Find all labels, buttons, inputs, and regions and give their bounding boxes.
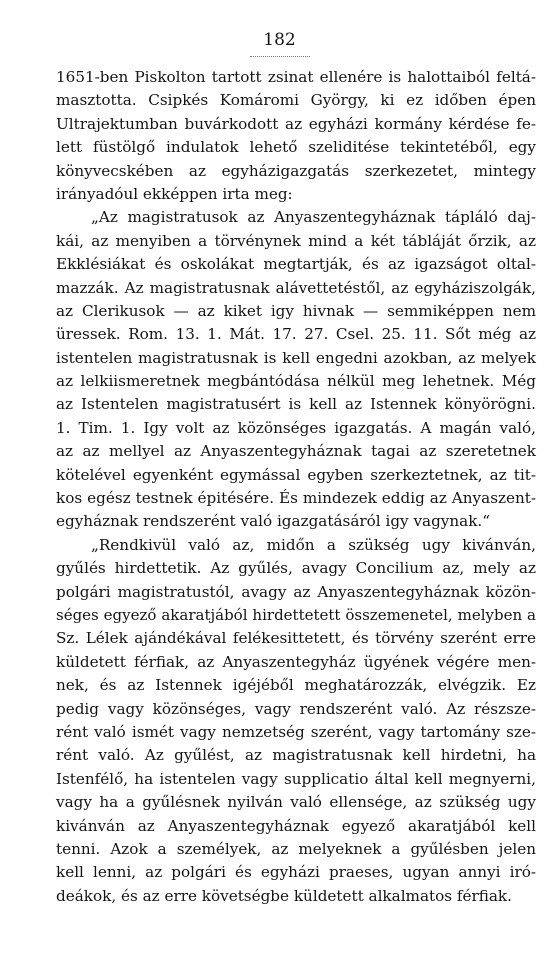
text-line: irányadóul ekképpen irta meg: <box>56 184 293 203</box>
text-line: pedig vagy közönséges, vagy rendszerént való. Az részsze- <box>56 699 536 718</box>
text-line: polgári magistratustól, avagy az Anyaszentegyháznak közön- <box>56 582 536 601</box>
text-line: mazzák. Az magistratusnak alávettetéstől, az egyháziszolgák, <box>56 278 536 297</box>
text-line: egyháznak rendszerént való igazgatásáról igy vagynak.“ <box>56 512 491 531</box>
text-line: séges egyező akaratjából hirdettetett összemenetel, melyben a <box>56 605 536 624</box>
paragraph <box>56 66 536 206</box>
page-number: 182 <box>0 30 559 57</box>
text-line: rént való ismét vagy nemzetség szerént, vagy tartomány sze- <box>56 722 536 741</box>
text-line: „Az magistratusok az Anyaszentegyháznak tápláló daj- <box>91 208 536 227</box>
text-line: Sz. Lélek ajándékával felékesittetett, és törvény szerént erre <box>56 629 536 648</box>
text-line: 1. Tim. 1. Igy volt az közönséges igazgatás. A magán való, <box>56 418 536 437</box>
text-line: masztotta. Csipkés Komáromi György, ki ez időben épen <box>56 91 536 110</box>
text-line: könyvecskében az egyházigazgatás szerkezetet, mintegy <box>56 161 536 180</box>
text-line: üressek. Rom. 13. 1. Mát. 17. 27. Csel. 25. 11. Sőt még az <box>56 325 536 344</box>
text-line: nek, és az Istennek igéjéből meghatározzák, elvégzik. Ez <box>56 676 536 695</box>
text-line: az lelkiismeretnek megbántódása nélkül meg lehetnek. Még <box>56 372 536 391</box>
text-line: istentelen magistratusnak is kell engedni azokban, az melyek <box>56 348 536 367</box>
text-line: tenni. Azok a személyek, az melyeknek a gyűlésben jelen <box>56 839 536 858</box>
text-line: kötelével egyenként egymással egyben szerkeztetnek, az tit- <box>56 465 536 484</box>
text-line: gyűlés hirdettetik. Az gyűlés, avagy Concilium az, mely az <box>56 559 536 578</box>
text-line: deákok, és az erre követségbe küldetett alkalmatos férfiak. <box>56 886 512 905</box>
text-line: „Rendkivül való az, midőn a szükség ugy kivánván, <box>91 535 536 554</box>
body-text <box>56 66 536 908</box>
text-line: 1651-ben Piskolton tartott zsinat ellenére is halottaiból feltá- <box>56 68 536 86</box>
text-line: kái, az menyiben a törvénynek mind a két tábláját őrzik, az <box>56 231 536 250</box>
text-line: vagy ha a gyűlésnek nyilván való ellensége, az szükség ugy <box>56 793 536 812</box>
text-line: lett füstölgő indulatok lehető szeliditése tekintetéből, egy <box>56 138 536 157</box>
text-line: Ultrajektumban buvárkodott az egyházi kormány kérdése fe- <box>56 114 536 133</box>
text-line: az Clerikusok — az kiket igy hivnak — semmiképpen nem <box>56 301 536 320</box>
text-line: kell lenni, az polgári és egyházi praeses, ugyan annyi iró- <box>56 863 536 882</box>
text-line: küldetett férfiak, az Anyaszentegyház ügyének végére men- <box>56 652 536 671</box>
text-line: kivánván az Anyaszentegyháznak egyező akaratjából kell <box>56 816 536 835</box>
text-line: Ekklésiákat és oskolákat megtartják, és az igazságot oltal- <box>56 255 536 274</box>
text-line: Istenfélő, ha istentelen vagy supplicatio által kell megnyerni, <box>56 769 536 788</box>
text-line: rént való. Az gyűlést, az magistratusnak kell hirdetni, ha <box>56 746 536 765</box>
text-line: kos egész testnek épitésére. És mindezek eddig az Anyaszent- <box>56 489 536 508</box>
paragraph <box>56 534 536 908</box>
text-line: az az mellyel az Anyaszentegyháznak tagai az szeretetnek <box>56 442 536 461</box>
paragraph <box>56 206 536 533</box>
text-line: az Istentelen magistratusért is kell az Istennek könyörögni. <box>56 395 536 414</box>
